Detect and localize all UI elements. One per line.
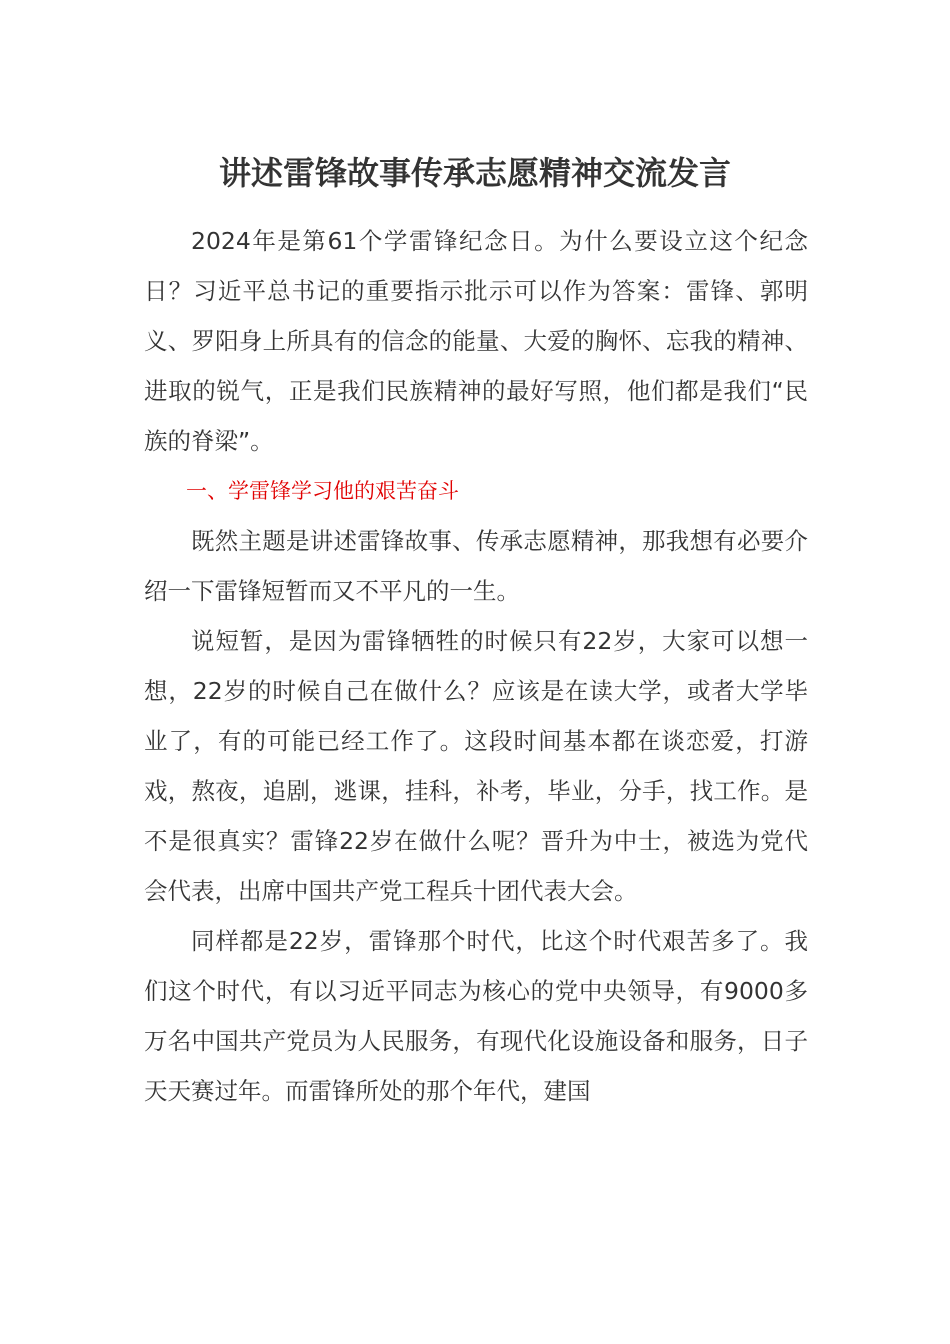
document-title: 讲述雷锋故事传承志愿精神交流发言 (218, 154, 731, 192)
section-heading: 一、学雷锋学习他的艰苦奋斗 (186, 479, 459, 503)
paragraph-theme: 既然主题是讲述雷锋故事、传承志愿精神，那我想有必要介绍一下雷锋短暂而又不平凡的一生。 (144, 527, 808, 605)
document-body (144, 216, 808, 1116)
paragraph-short-life: 说短暂，是因为雷锋牺牲的时候只有22岁，大家可以想一想，22岁的时候自己在做什么？应该是在读大学，或者大学毕业了，有的可能已经工作了。这段时间基本都在谈恋爱，打游戏，熬夜，追剧，逃课，挂科，补考，毕业，分手，找工作。是不是很真实？雷锋22岁在做什么呢？晋升为中士，被选为党代会代表，出席中国共产党工程兵十团代表大会。 (144, 627, 808, 905)
paragraph-comparison: 同样都是22岁，雷锋那个时代，比这个时代艰苦多了。我们这个时代，有以习近平同志为核心的党中央领导，有9000多万名中国共产党员为人民服务，有现代化设施设备和服务，日子天天赛过年。而雷锋所处的那个年代，建国 (144, 927, 808, 1105)
paragraph-intro: 2024年是第61个学雷锋纪念日。为什么要设立这个纪念日？习近平总书记的重要指示批示可以作为答案：雷锋、郭明义、罗阳身上所具有的信念的能量、大爱的胸怀、忘我的精神、进取的锐气，正是我们民族精神的最好写照，他们都是我们“民族的脊梁”。 (144, 227, 808, 455)
